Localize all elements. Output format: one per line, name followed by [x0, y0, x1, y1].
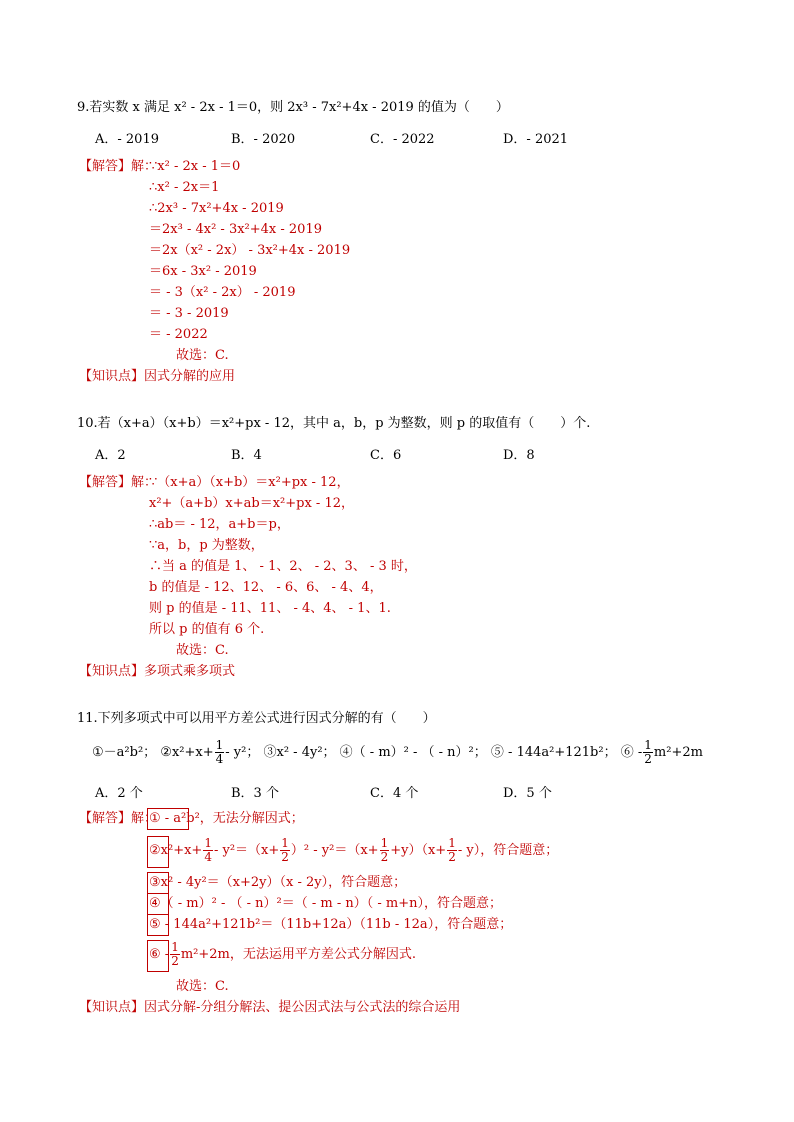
q9-step-5: ＝2x（x² - 2x） - 3x²+4x - 2019 [149, 243, 351, 258]
q10-step-8: 所以 p 的值有 6 个. [149, 622, 265, 637]
q11-step-7: 故选：C. [176, 979, 229, 994]
q9-option-c: C．- 2022 [370, 132, 435, 147]
q11-item-3: ③x² - 4y²； [263, 745, 336, 760]
q10-option-b: B．4 [231, 448, 262, 463]
q11-step-4: ④（ - m）² - （ - n）²＝（ - m - n）（ - m+n），符合题意； [149, 896, 503, 911]
q9-step-9: ＝ - 2022 [149, 327, 208, 342]
q11-items [92, 738, 703, 768]
q11-item-6a: ⑥ - [620, 745, 643, 760]
q9-step-8: ＝ - 3 - 2019 [149, 306, 229, 321]
q11-step-3: ③x² - 4y²＝（x+2y）（x - 2y），符合题意； [149, 875, 407, 890]
q10-step-2: x²+（a+b）x+ab＝x²+px - 12， [149, 496, 354, 511]
q11-knowledge: 【知识点】因式分解-分组分解法、提公因式法与公式法的综合运用 [79, 1000, 461, 1015]
q11-stem: 11.下列多项式中可以用平方差公式进行因式分解的有（ ） [77, 711, 436, 726]
q11-step-2: ②x²+x+ $\frac{1}{4}$ - y²＝（x+ $\frac{1}{2}$ ）² - y²＝（x+ $\frac{1}{2}$ +y）（x+ $\frac{1}{2}$ - y），符合题意； [149, 836, 559, 864]
q9-option-a: A．- 2019 [95, 132, 159, 147]
q9-step-1: ∵x² - 2x - 1＝0 [149, 159, 241, 174]
q11-item-2a: ②x²+x+ [160, 745, 214, 760]
q9-step-6: ＝6x - 3x² - 2019 [149, 264, 257, 279]
fraction-one-half: $\frac{1}{2}$ [644, 738, 652, 766]
q11-step-3-box [147, 872, 169, 894]
q11-step-6: ⑥ - $\frac{1}{2}$ m²+2m，无法运用平方差公式分解因式. [149, 940, 416, 968]
q10-option-d: D．8 [503, 448, 535, 463]
q9-step-2: ∴x² - 2x＝1 [149, 180, 220, 195]
q11-step-4-box [147, 893, 169, 915]
q11-item-5: ⑤ - 144a²+121b²； [490, 745, 617, 760]
fraction-one-quarter: $\frac{1}{4}$ [215, 738, 224, 766]
q9-option-d: D．- 2021 [503, 132, 569, 147]
q9-step-7: ＝ - 3（x² - 2x） - 2019 [149, 285, 296, 300]
q10-step-9: 故选：C. [176, 643, 229, 658]
q11-option-a: A．2 个 [95, 786, 143, 801]
q9-step-10: 故选：C. [176, 348, 229, 363]
q11-step-5-box [147, 914, 169, 936]
q10-answer-label: 【解答】解： [79, 475, 158, 490]
q11-step-6-box [147, 940, 169, 972]
q11-answer-label: 【解答】解： [79, 811, 158, 826]
q10-knowledge: 【知识点】多项式乘多项式 [79, 664, 236, 679]
q9-knowledge: 【知识点】因式分解的应用 [79, 369, 236, 384]
q11-item-2b: - y²； [225, 745, 260, 760]
q10-step-7: 则 p 的值是 - 11、11、 - 4、4、 - 1、1. [149, 601, 391, 616]
q11-item-4: ④（ - m）² - （ - n）²； [339, 745, 487, 760]
q10-step-1: ∵（x+a）（x+b）＝x²+px - 12， [149, 475, 350, 490]
q10-stem: 10.若（x+a）（x+b）＝x²+px - 12，其中 a，b，p 为整数，则 p 的取值有（ ）个. [77, 416, 591, 431]
q10-option-c: C．6 [370, 448, 402, 463]
q11-option-d: D．5 个 [503, 786, 552, 801]
q11-option-c: C．4 个 [370, 786, 419, 801]
q11-step-2-box [147, 836, 169, 868]
q10-step-3: ∴ab＝ - 12，a+b＝p， [149, 517, 290, 532]
q9-stem: 9.若实数 x 满足 x² - 2x - 1＝0，则 2x³ - 7x²+4x - 2019 的值为（ ） [77, 100, 509, 115]
q11-item-1: ①－a²b²； [92, 745, 157, 760]
q10-step-6: b 的值是 - 12、12、 - 6、6、 - 4、4， [149, 580, 383, 595]
q9-step-4: ＝2x³ - 4x² - 3x²+4x - 2019 [149, 222, 322, 237]
q11-item-6b: m²+2m [653, 745, 703, 760]
q9-option-b: B．- 2020 [231, 132, 296, 147]
q11-step-5: ⑤ - 144a²+121b²＝（11b+12a）（11b - 12a），符合题意； [149, 917, 513, 932]
q10-step-5: ∴当 a 的值是 1、 - 1、2、 - 2、3、 - 3 时， [149, 559, 417, 574]
q10-step-4: ∵a，b，p 为整数， [149, 538, 264, 553]
q10-option-a: A．2 [95, 448, 126, 463]
q11-option-b: B．3 个 [231, 786, 279, 801]
q11-step-1: ① - a²b²，无法分解因式； [149, 811, 304, 826]
q9-answer-label: 【解答】解： [79, 159, 158, 174]
q11-step-1-box [147, 808, 189, 830]
q9-step-3: ∴2x³ - 7x²+4x - 2019 [149, 201, 284, 216]
